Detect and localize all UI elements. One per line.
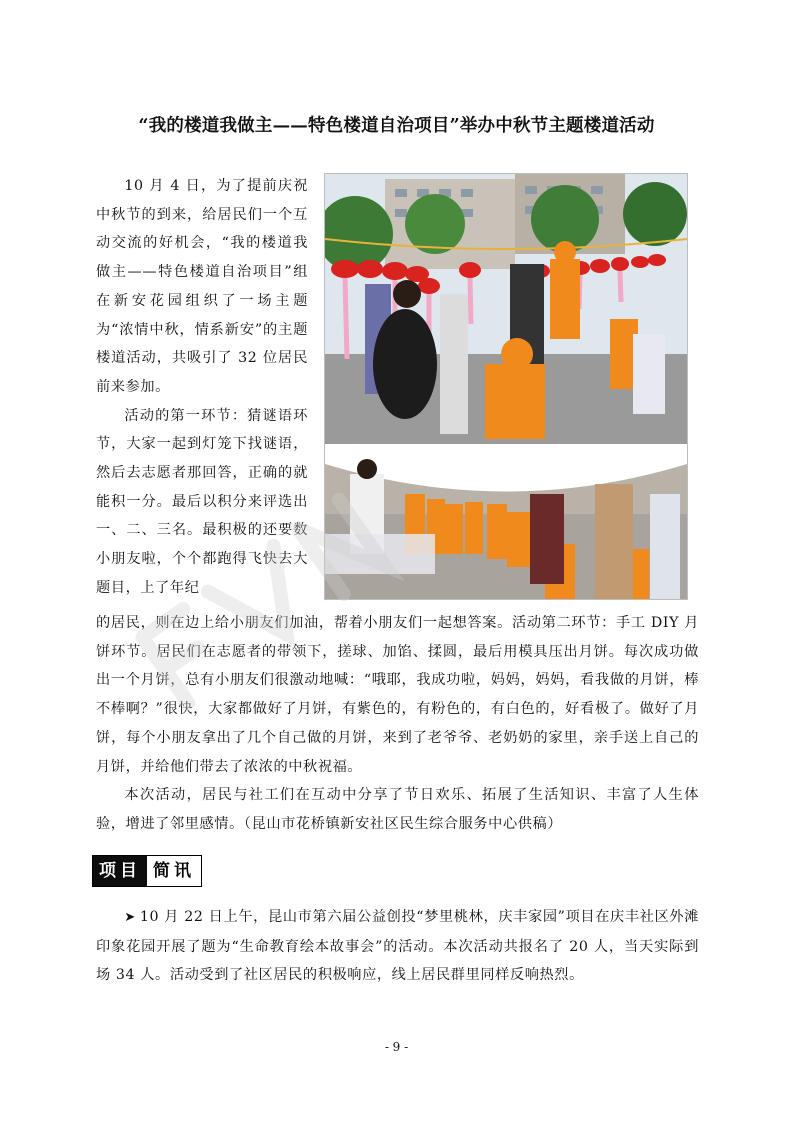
brief-header-part1: 项目 xyxy=(93,856,147,886)
article-title: “我的楼道我做主——特色楼道自治项目”举办中秋节主题楼道活动 xyxy=(138,116,655,136)
arrow-bullet-icon: ➤ xyxy=(124,910,136,925)
article-intro-column xyxy=(96,172,308,603)
paragraph-first-stage: 活动的第一环节：猜谜语环节，大家一起到灯笼下找谜语，然后去志愿者那回答，正确的就能积一分。最后以积分来评选出一、二、三名。最积极的还要数小朋友啦，个个都跑得飞快去大题目，上了年纪 xyxy=(96,407,308,596)
event-photo-collage xyxy=(324,173,688,600)
brief-header-part2: 简讯 xyxy=(147,856,201,886)
page-number: - 9 - xyxy=(384,1040,409,1054)
brief-item xyxy=(96,903,699,990)
project-brief-header xyxy=(92,855,202,887)
brief-item-text: 10 月 22 日上午，昆山市第六届公益创投“梦里桃林，庆丰家园”项目在庆丰社区外滩印象花园开展了题为“生命教育绘本故事会”的活动。本次活动共报名了 20 人，当天实际到场 34 人。活动受到了社区居民的积极响应，线上居民群里同样反响热烈。 xyxy=(96,909,699,984)
project-brief-section xyxy=(96,903,699,990)
paragraph-second-stage: 的居民，则在边上给小朋友们加油，帮着小朋友们一起想答案。活动第二环节：手工 DIY 月饼环节。居民们在志愿者的带领下，搓球、加馅、揉圆，最后用模具压出月饼。每次成功做出一个月饼，总有小朋友们很激动地喊：“哦耶，我成功啦，妈妈，妈妈，看我做的月饼，棒不棒啊？”很快，大家都做好了月饼，有紫色的，有粉色的，有白色的，好看极了。做好了月饼，每个小朋友拿出了几个自己做的月饼，来到了老爷爷、老奶奶的家里，亲手送上自己的月饼，并给他们带去了浓浓的中秋祝福。 xyxy=(96,615,699,775)
paragraph-closing: 本次活动，居民与社工们在互动中分享了节日欢乐、拓展了生活知识、丰富了人生体验，增进了邻里感情。（昆山市花桥镇新安社区民生综合服务中心供稿） xyxy=(96,787,699,832)
article-body-column xyxy=(96,609,699,839)
event-photo-illustration xyxy=(325,174,687,599)
paragraph-intro: 10 月 4 日，为了提前庆祝中秋节的到来，给居民们一个互动交流的好机会，“我的楼道我做主——特色楼道自治项目”组在新安花园组织了一场主题为“浓情中秋，情系新安”的主题楼道活动，共吸引了 32 位居民前来参加。 xyxy=(96,178,308,395)
